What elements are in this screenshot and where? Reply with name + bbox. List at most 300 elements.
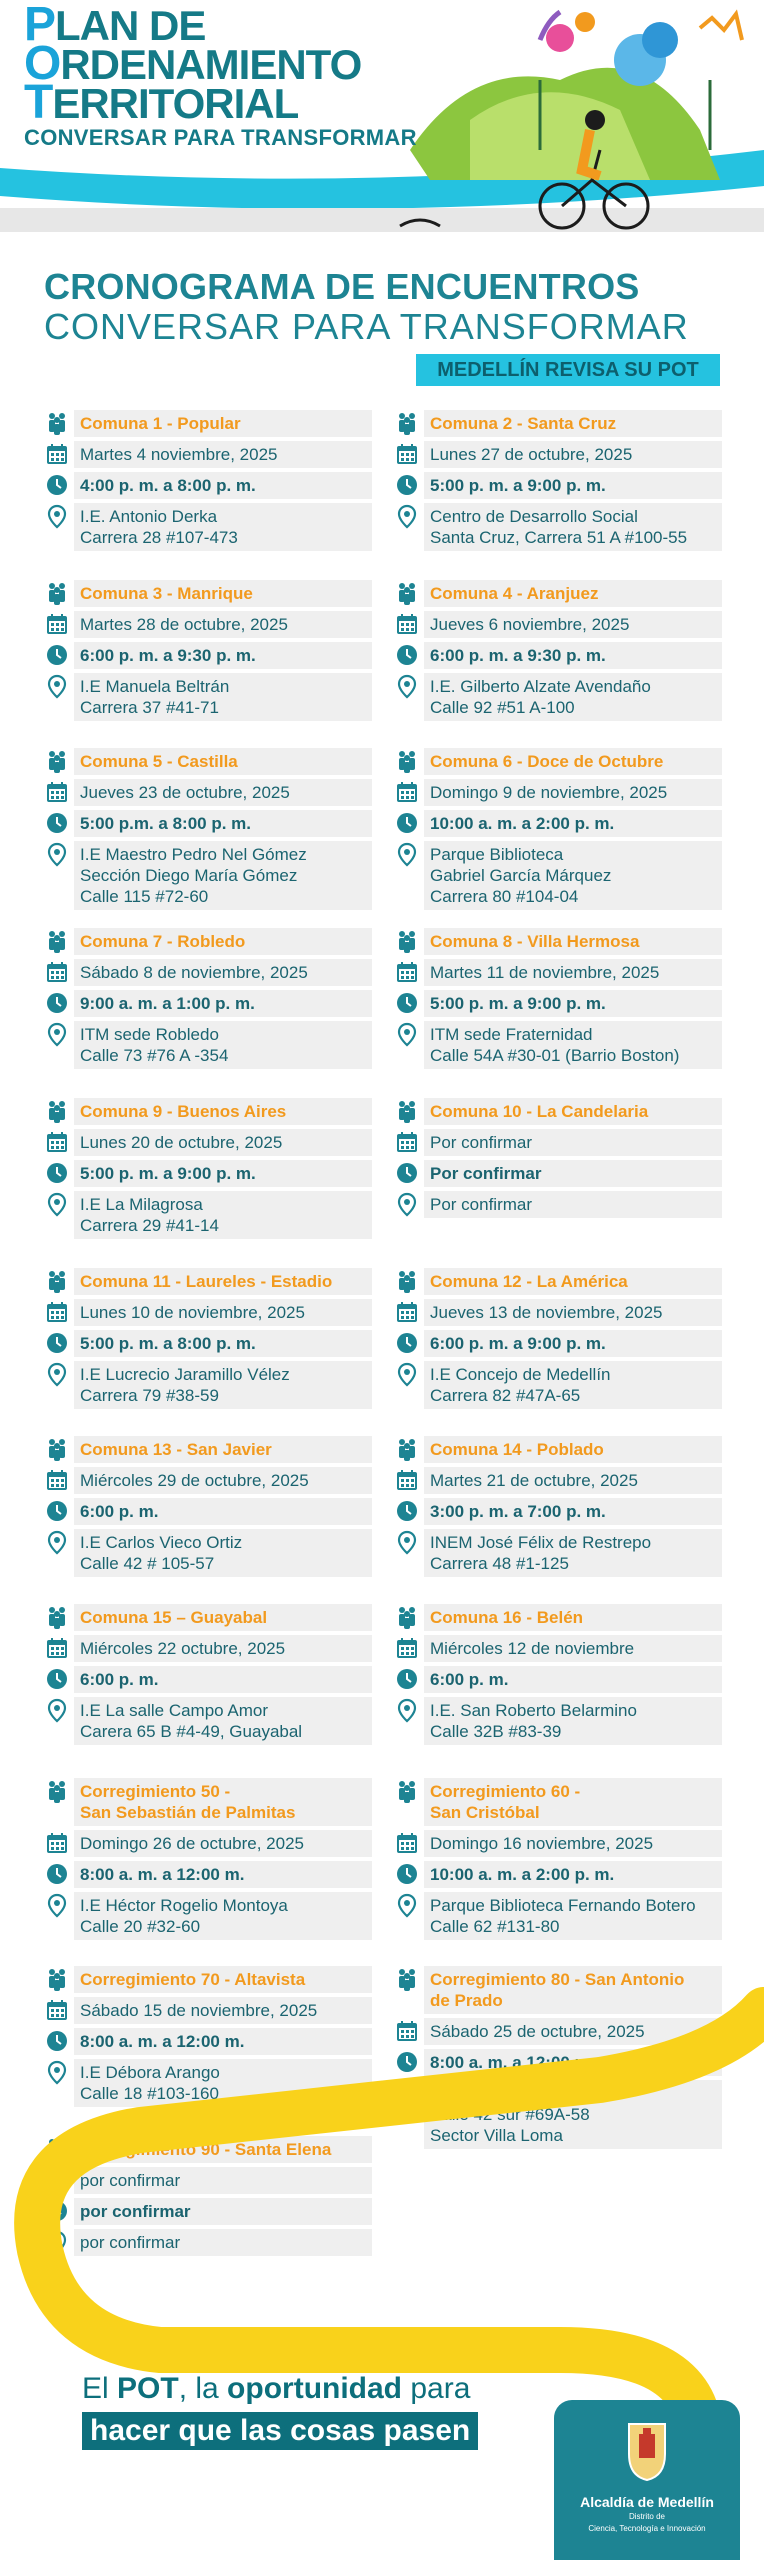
event-date-line: Miércoles 22 octubre, 2025	[80, 1639, 286, 1658]
schedule-card	[396, 928, 722, 1073]
event-time	[74, 1666, 372, 1693]
people-group-icon	[396, 581, 418, 606]
clock-icon-wrap	[46, 990, 74, 1016]
calendar-icon	[46, 442, 68, 467]
event-name-line: Comuna 9 - Buenos Aires	[80, 1102, 287, 1121]
event-date-row	[46, 959, 372, 986]
location-pin-icon	[396, 1893, 418, 1918]
event-date-line: Sábado 8 de noviembre, 2025	[80, 963, 308, 982]
event-place-line: Calle 54A #30-01 (Barrio Boston)	[430, 1046, 680, 1065]
clock-icon-wrap	[396, 1666, 424, 1692]
coat-of-arms-icon	[625, 2418, 669, 2482]
event-name	[74, 748, 372, 775]
schedule-card	[46, 748, 372, 914]
event-date	[424, 1635, 722, 1662]
clock-icon	[396, 473, 418, 498]
clock-icon-wrap	[46, 1160, 74, 1186]
event-place	[424, 673, 722, 721]
event-place-row	[46, 503, 372, 551]
event-date-line: Lunes 20 de octubre, 2025	[80, 1133, 283, 1152]
location-pin-icon	[46, 1698, 68, 1723]
event-date	[424, 779, 722, 806]
location-pin-icon-wrap	[46, 1191, 74, 1217]
schedule-card	[46, 410, 372, 555]
event-place-line: I.E. San Roberto Belarmino	[430, 1701, 637, 1720]
location-pin-icon	[46, 1530, 68, 1555]
event-place-row	[46, 1191, 372, 1239]
event-time-row	[396, 1160, 722, 1187]
event-date-line: Domingo 9 de noviembre, 2025	[430, 783, 668, 802]
event-name-row	[46, 928, 372, 955]
event-place-row	[46, 841, 372, 910]
event-place-line: Gabriel García Márquez	[430, 866, 612, 885]
location-pin-icon-wrap	[396, 1892, 424, 1918]
people-group-icon-wrap	[46, 928, 74, 954]
calendar-icon	[46, 612, 68, 637]
event-date	[74, 611, 372, 638]
event-time-row	[396, 642, 722, 669]
event-time	[424, 1861, 722, 1888]
location-pin-icon-wrap	[396, 1021, 424, 1047]
event-name	[424, 1436, 722, 1463]
event-date-row	[46, 1635, 372, 1662]
event-place-line: Calle 32B #83-39	[430, 1722, 562, 1741]
clock-icon-wrap	[46, 1330, 74, 1356]
location-pin-icon	[46, 504, 68, 529]
event-time	[74, 1330, 372, 1357]
event-name-line: Comuna 3 - Manrique	[80, 584, 253, 603]
event-date-line: Sábado 15 de noviembre, 2025	[80, 2001, 318, 2020]
event-date-row	[396, 1299, 722, 1326]
clock-icon-wrap	[46, 810, 74, 836]
clock-icon	[46, 1862, 68, 1887]
event-time-line: Por confirmar	[430, 1164, 542, 1183]
event-place-row	[46, 1697, 372, 1745]
people-group-icon	[46, 581, 68, 606]
schedule-card	[46, 1436, 372, 1581]
people-group-icon	[396, 929, 418, 954]
event-place	[424, 841, 722, 910]
location-pin-icon-wrap	[46, 1021, 74, 1047]
event-date-row	[46, 779, 372, 806]
event-place	[74, 841, 372, 910]
event-time	[424, 1160, 722, 1187]
event-date	[424, 611, 722, 638]
event-time	[74, 1861, 372, 1888]
header-banner	[0, 0, 764, 250]
event-name-line: de Prado	[430, 1991, 503, 2010]
location-pin-icon	[396, 842, 418, 867]
event-place-line: Calle 20 #32-60	[80, 1917, 201, 1936]
event-name	[424, 928, 722, 955]
event-date-line: Lunes 27 de octubre, 2025	[430, 445, 633, 464]
clock-icon-wrap	[46, 1861, 74, 1887]
event-place-row	[46, 1361, 372, 1409]
event-place-line: Calle 42 # 105-57	[80, 1554, 215, 1573]
event-time	[424, 1498, 722, 1525]
people-group-icon	[46, 1605, 68, 1630]
clock-icon	[46, 1331, 68, 1356]
location-pin-icon	[396, 1192, 418, 1217]
event-place-line: Calle 18 #103-160	[80, 2084, 219, 2103]
calendar-icon	[396, 1831, 418, 1856]
event-place-row	[396, 1529, 722, 1577]
event-name-line: Comuna 16 - Belén	[430, 1608, 584, 1627]
event-name-row	[46, 1604, 372, 1631]
event-place	[424, 1191, 722, 1218]
schedule-card	[46, 1268, 372, 1413]
event-time-row	[396, 1498, 722, 1525]
location-pin-icon	[396, 1698, 418, 1723]
alcaldia-logo: Alcaldía de Medellín Distrito de Ciencia, Tecnología e Innovación	[554, 2400, 740, 2560]
schedule-card	[396, 1268, 722, 1413]
event-name	[74, 1268, 372, 1295]
event-date-line: Miércoles 29 de octubre, 2025	[80, 1471, 309, 1490]
event-date	[424, 1299, 722, 1326]
people-group-icon	[46, 411, 68, 436]
event-name-line: Comuna 8 - Villa Hermosa	[430, 932, 640, 951]
location-pin-icon-wrap	[396, 1697, 424, 1723]
clock-icon-wrap	[396, 472, 424, 498]
event-time-line: 6:00 p. m.	[80, 1502, 159, 1521]
event-date	[74, 441, 372, 468]
footer-slogan: El POT, la oportunidad para hacer que las cosas pasen	[82, 2372, 478, 2450]
event-name-line: Comuna 2 - Santa Cruz	[430, 414, 617, 433]
event-name	[424, 1778, 722, 1826]
calendar-icon-wrap	[396, 611, 424, 637]
clock-icon	[46, 643, 68, 668]
people-group-icon-wrap	[46, 1778, 74, 1804]
event-time-row	[46, 810, 372, 837]
event-time-line: 6:00 p. m.	[80, 1670, 159, 1689]
event-name-line: Corregimiento 60 -	[430, 1782, 581, 1801]
calendar-icon-wrap	[396, 1635, 424, 1661]
event-place-line: Calle 73 #76 A -354	[80, 1046, 229, 1065]
event-name-line: Comuna 13 - San Javier	[80, 1440, 272, 1459]
event-name-line: Comuna 5 - Castilla	[80, 752, 238, 771]
location-pin-icon	[46, 1192, 68, 1217]
clock-icon	[396, 811, 418, 836]
event-date-row	[46, 1830, 372, 1857]
event-name-row	[396, 1268, 722, 1295]
location-pin-icon	[396, 1362, 418, 1387]
event-place-line: I.E Débora Arango	[80, 2063, 220, 2082]
clock-icon	[46, 991, 68, 1016]
event-name	[424, 1604, 722, 1631]
calendar-icon-wrap	[46, 1299, 74, 1325]
event-place	[424, 1361, 722, 1409]
event-name	[424, 580, 722, 607]
event-place-line: I.E Maestro Pedro Nel Gómez	[80, 845, 307, 864]
location-pin-icon-wrap	[46, 1361, 74, 1387]
event-place-row	[396, 673, 722, 721]
clock-icon	[396, 1862, 418, 1887]
event-time-line: 6:00 p. m. a 9:30 p. m.	[430, 646, 606, 665]
event-date	[74, 1830, 372, 1857]
event-time	[424, 810, 722, 837]
event-place-line: Por confirmar	[430, 1195, 533, 1214]
people-group-icon	[396, 1437, 418, 1462]
people-group-icon-wrap	[396, 1098, 424, 1124]
clock-icon-wrap	[396, 642, 424, 668]
event-date-row	[396, 1129, 722, 1156]
location-pin-icon-wrap	[46, 1892, 74, 1918]
calendar-icon	[396, 780, 418, 805]
event-place-line: Calle 92 #51 A-100	[430, 698, 575, 717]
clock-icon-wrap	[396, 1330, 424, 1356]
event-place-line: ITM sede Fraternidad	[430, 1025, 593, 1044]
event-place-line: Santa Cruz, Carrera 51 A #100-55	[430, 528, 688, 547]
calendar-icon	[396, 960, 418, 985]
clock-icon-wrap	[396, 1498, 424, 1524]
event-name-row	[46, 580, 372, 607]
calendar-icon-wrap	[46, 1129, 74, 1155]
event-name-line: Corregimiento 70 - Altavista	[80, 1970, 306, 1989]
location-pin-icon-wrap	[46, 1529, 74, 1555]
event-place-line: I.E Concejo de Medellín	[430, 1365, 611, 1384]
location-pin-icon	[396, 504, 418, 529]
event-time	[424, 990, 722, 1017]
schedule-card	[46, 928, 372, 1073]
calendar-icon	[396, 442, 418, 467]
event-time-line: por confirmar	[80, 2202, 191, 2221]
event-name-line: Comuna 7 - Robledo	[80, 932, 246, 951]
schedule-card	[396, 410, 722, 555]
location-pin-icon	[46, 1893, 68, 1918]
event-place-line: Parque Biblioteca Fernando Botero	[430, 1896, 696, 1915]
event-place-row	[396, 1191, 722, 1218]
event-time-line: 5:00 p. m. a 9:00 p. m.	[80, 1164, 256, 1183]
event-time-row	[396, 472, 722, 499]
schedule-card	[46, 1098, 372, 1243]
event-place-row	[396, 1361, 722, 1409]
event-name-row	[396, 1778, 722, 1826]
event-time-line: 8:00 a. m. a 12:00 m.	[430, 2053, 595, 2072]
event-date-line: Por confirmar	[430, 1133, 533, 1152]
location-pin-icon	[396, 1022, 418, 1047]
event-time-row	[396, 1666, 722, 1693]
event-date-line: Jueves 13 de noviembre, 2025	[430, 1303, 663, 1322]
event-time-row	[46, 642, 372, 669]
calendar-icon	[396, 1130, 418, 1155]
event-place-line: Sección Diego María Gómez	[80, 866, 298, 885]
event-date-row	[46, 1129, 372, 1156]
clock-icon-wrap	[396, 810, 424, 836]
event-name-row	[396, 410, 722, 437]
event-time-line: 5:00 p. m. a 9:00 p. m.	[430, 994, 606, 1013]
page-subtitle: CONVERSAR PARA TRANSFORMAR	[44, 306, 689, 347]
clock-icon	[396, 991, 418, 1016]
people-group-icon-wrap	[46, 1098, 74, 1124]
event-name-line: Comuna 15 – Guayabal	[80, 1608, 268, 1627]
location-pin-icon-wrap	[396, 1361, 424, 1387]
location-pin-icon-wrap	[46, 1697, 74, 1723]
calendar-icon	[46, 1468, 68, 1493]
pot-logo: PLAN DE ORDENAMIENTO TERRITORIAL CONVERSAR PARA TRANSFORMAR	[24, 6, 444, 151]
event-name-row	[46, 1436, 372, 1463]
calendar-icon-wrap	[46, 959, 74, 985]
event-place-row	[396, 503, 722, 551]
location-pin-icon	[396, 674, 418, 699]
event-place-row	[46, 673, 372, 721]
event-time-line: 8:00 a. m. a 12:00 m.	[80, 2032, 245, 2051]
event-time-line: 3:00 p. m. a 7:00 p. m.	[430, 1502, 606, 1521]
event-date-line: Jueves 6 noviembre, 2025	[430, 615, 630, 634]
event-place	[74, 503, 372, 551]
event-place-line: INEM José Félix de Restrepo	[430, 1533, 652, 1552]
event-name-row	[396, 928, 722, 955]
event-place	[74, 1361, 372, 1409]
clock-icon	[46, 1161, 68, 1186]
schedule-card	[396, 1436, 722, 1581]
event-time	[424, 1666, 722, 1693]
event-date-line: Jueves 23 de octubre, 2025	[80, 783, 290, 802]
event-name	[74, 1778, 372, 1826]
event-date-row	[396, 1635, 722, 1662]
event-date-line: Martes 28 de octubre, 2025	[80, 615, 288, 634]
calendar-icon-wrap	[396, 1129, 424, 1155]
clock-icon	[396, 1667, 418, 1692]
event-time-row	[46, 1666, 372, 1693]
event-name-row	[396, 1098, 722, 1125]
people-group-icon-wrap	[396, 928, 424, 954]
calendar-icon	[396, 1300, 418, 1325]
schedule-card	[396, 748, 722, 914]
event-place-line: Carrera 82 #47A-65	[430, 1386, 581, 1405]
event-name-row	[396, 1436, 722, 1463]
event-name-row	[46, 748, 372, 775]
event-date	[424, 959, 722, 986]
event-place-row	[46, 1529, 372, 1577]
event-date-row	[46, 1299, 372, 1326]
clock-icon	[46, 811, 68, 836]
people-group-icon-wrap	[396, 1778, 424, 1804]
location-pin-icon	[46, 1362, 68, 1387]
event-place	[74, 1697, 372, 1745]
calendar-icon-wrap	[396, 1830, 424, 1856]
event-time-line: 10:00 a. m. a 2:00 p. m.	[430, 1865, 615, 1884]
calendar-icon-wrap	[46, 1467, 74, 1493]
people-group-icon	[396, 411, 418, 436]
event-time-row	[396, 990, 722, 1017]
event-name-line: Comuna 10 - La Candelaria	[430, 1102, 649, 1121]
location-pin-icon	[46, 1022, 68, 1047]
event-name-line: Corregimiento 50 -	[80, 1782, 231, 1801]
event-place-line: por confirmar	[80, 2233, 181, 2252]
clock-icon	[396, 1161, 418, 1186]
event-place-line: Carrera 80 #104-04	[430, 887, 579, 906]
location-pin-icon-wrap	[46, 503, 74, 529]
event-time	[74, 1160, 372, 1187]
clock-icon	[46, 1667, 68, 1692]
location-pin-icon-wrap	[396, 1529, 424, 1555]
event-date-line: Lunes 10 de noviembre, 2025	[80, 1303, 305, 1322]
event-name	[74, 580, 372, 607]
event-name-row	[396, 748, 722, 775]
event-name-line: Comuna 12 - La América	[430, 1272, 628, 1291]
event-date	[424, 1467, 722, 1494]
people-group-icon-wrap	[396, 1436, 424, 1462]
event-place-line: Centro de Desarrollo Social	[430, 507, 638, 526]
event-date	[74, 959, 372, 986]
event-date-line: Martes 4 noviembre, 2025	[80, 445, 278, 464]
event-date-row	[396, 959, 722, 986]
event-place	[74, 1529, 372, 1577]
event-place	[74, 1021, 372, 1069]
event-place-line: Carrera 37 #41-71	[80, 698, 219, 717]
schedule-card	[46, 580, 372, 725]
event-date	[74, 1299, 372, 1326]
people-group-icon-wrap	[396, 1268, 424, 1294]
event-name-line: Comuna 1 - Popular	[80, 414, 241, 433]
event-time-row	[396, 810, 722, 837]
event-place-line: Calle 115 #72-60	[80, 887, 209, 906]
event-name	[74, 1098, 372, 1125]
calendar-icon-wrap	[396, 959, 424, 985]
clock-icon	[396, 1499, 418, 1524]
title-badge: MEDELLÍN REVISA SU POT	[416, 354, 720, 386]
event-place-line: Carera 65 B #4-49, Guayabal	[80, 1722, 303, 1741]
calendar-icon	[396, 1636, 418, 1661]
people-group-icon	[46, 1269, 68, 1294]
people-group-icon-wrap	[396, 580, 424, 606]
event-date-row	[46, 441, 372, 468]
event-date	[74, 779, 372, 806]
event-date	[424, 1129, 722, 1156]
people-group-icon	[396, 1779, 418, 1804]
event-date-row	[396, 441, 722, 468]
event-time	[74, 642, 372, 669]
logo-subtitle: CONVERSAR PARA TRANSFORMAR	[24, 125, 417, 150]
event-place-line: Calle 62 #131-80	[430, 1917, 560, 1936]
calendar-icon-wrap	[396, 441, 424, 467]
calendar-icon-wrap	[46, 611, 74, 637]
calendar-icon-wrap	[46, 779, 74, 805]
event-name	[424, 410, 722, 437]
event-place-line: I.E Héctor Rogelio Montoya	[80, 1896, 288, 1915]
event-time	[74, 472, 372, 499]
clock-icon-wrap	[46, 642, 74, 668]
page-title: CRONOGRAMA DE ENCUENTROS	[44, 266, 640, 307]
event-date-row	[46, 611, 372, 638]
people-group-icon-wrap	[46, 580, 74, 606]
event-date-row	[46, 1467, 372, 1494]
event-place-line: I.E. Antonio Derka	[80, 507, 218, 526]
clock-icon	[46, 1499, 68, 1524]
event-name	[424, 748, 722, 775]
people-group-icon	[46, 1437, 68, 1462]
people-group-icon-wrap	[396, 748, 424, 774]
event-place-line: I.E. Gilberto Alzate Avendaño	[430, 677, 651, 696]
event-place-line: Carrera 29 #41-14	[80, 1216, 219, 1235]
event-name-row	[46, 1268, 372, 1295]
event-time-row	[46, 1330, 372, 1357]
event-place-line: I.E Lucrecio Jaramillo Vélez	[80, 1365, 290, 1384]
event-time-row	[46, 1498, 372, 1525]
event-name-line: Comuna 11 - Laureles - Estadio	[80, 1272, 333, 1291]
event-name-line: Comuna 6 - Doce de Octubre	[430, 752, 664, 771]
event-place-line: Colegio Empresarial	[430, 2084, 584, 2103]
clock-icon-wrap	[396, 1861, 424, 1887]
event-place	[74, 673, 372, 721]
clock-icon	[396, 1331, 418, 1356]
event-name-row	[396, 580, 722, 607]
clock-icon-wrap	[46, 1498, 74, 1524]
event-name-line: Comuna 14 - Poblado	[430, 1440, 604, 1459]
event-time-line: 6:00 p. m.	[430, 1670, 509, 1689]
event-date-line: Sábado 25 de octubre, 2025	[430, 2022, 645, 2041]
clock-icon-wrap	[396, 990, 424, 1016]
